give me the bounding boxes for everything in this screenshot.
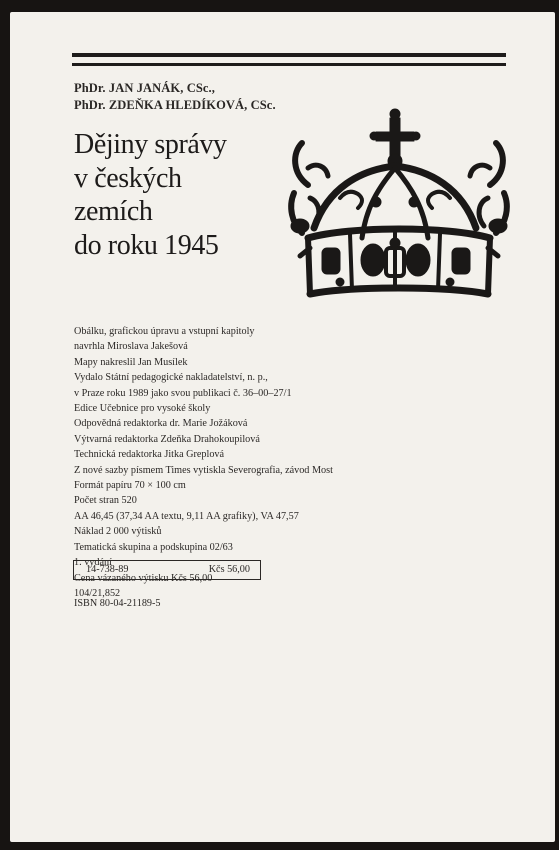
- book-title: [74, 128, 227, 262]
- imprint-line: Edice Učebnice pro vysoké školy: [74, 403, 211, 415]
- top-rule-thin: [72, 63, 506, 66]
- imprint-line: AA 46,45 (37,34 AA textu, 9,11 AA grafiky), VA 47,57: [74, 510, 299, 522]
- title-line: do roku 1945: [74, 229, 219, 261]
- imprint-line: 1. vydání: [74, 557, 112, 569]
- price-label: Kčs 56,00: [208, 564, 250, 575]
- imprint-line: Mapy nakreslil Jan Musílek: [74, 356, 188, 368]
- imprint-line: Technická redaktorka Jitka Greplová: [74, 449, 225, 461]
- title-line: zemích: [74, 196, 153, 227]
- imprint-line: navrhla Miroslava Jakešová: [74, 341, 188, 353]
- author-line: PhDr. JAN JANÁK, CSc.,: [74, 81, 215, 95]
- author-line: PhDr. ZDEŇKA HLEDÍKOVÁ, CSc.: [74, 98, 276, 112]
- imprint-line: Tematická skupina a podskupina 02/63: [74, 541, 233, 553]
- top-rule-thick: [72, 53, 506, 57]
- isbn: ISBN 80-04-21189-5: [74, 598, 161, 609]
- imprint-line: Cena vázaného výtisku Kčs 56,00: [74, 572, 213, 584]
- authors: [74, 80, 276, 114]
- imprint-line: 104/21,852: [74, 587, 121, 599]
- imprint-line: Náklad 2 000 výtisků: [74, 526, 162, 538]
- catalog-code: 14-738-89: [86, 564, 129, 575]
- imprint-line: Počet stran 520: [74, 495, 137, 507]
- imprint-line: Odpovědná redaktorka dr. Marie Jožáková: [74, 418, 248, 430]
- book-page: [10, 12, 555, 842]
- price-box: [73, 560, 261, 580]
- imprint-line: Z nové sazby písmem Times vytiskla Severografia, závod Most: [74, 464, 333, 476]
- imprint-line: Vydalo Státní pedagogické nakladatelství, n. p.,: [74, 372, 268, 384]
- title-line: Dějiny správy: [74, 129, 227, 160]
- imprint-line: v Praze roku 1989 jako svou publikaci č. 36–00–27/1: [74, 387, 292, 399]
- imprint-line: Obálku, grafickou úpravu a vstupní kapitoly: [74, 326, 255, 337]
- imprint-line: Formát papíru 70 × 100 cm: [74, 480, 186, 492]
- title-line: v českých: [74, 162, 182, 194]
- crown-icon: [280, 98, 518, 308]
- imprint-line: Výtvarná redaktorka Zdeňka Drahokoupilová: [74, 433, 260, 445]
